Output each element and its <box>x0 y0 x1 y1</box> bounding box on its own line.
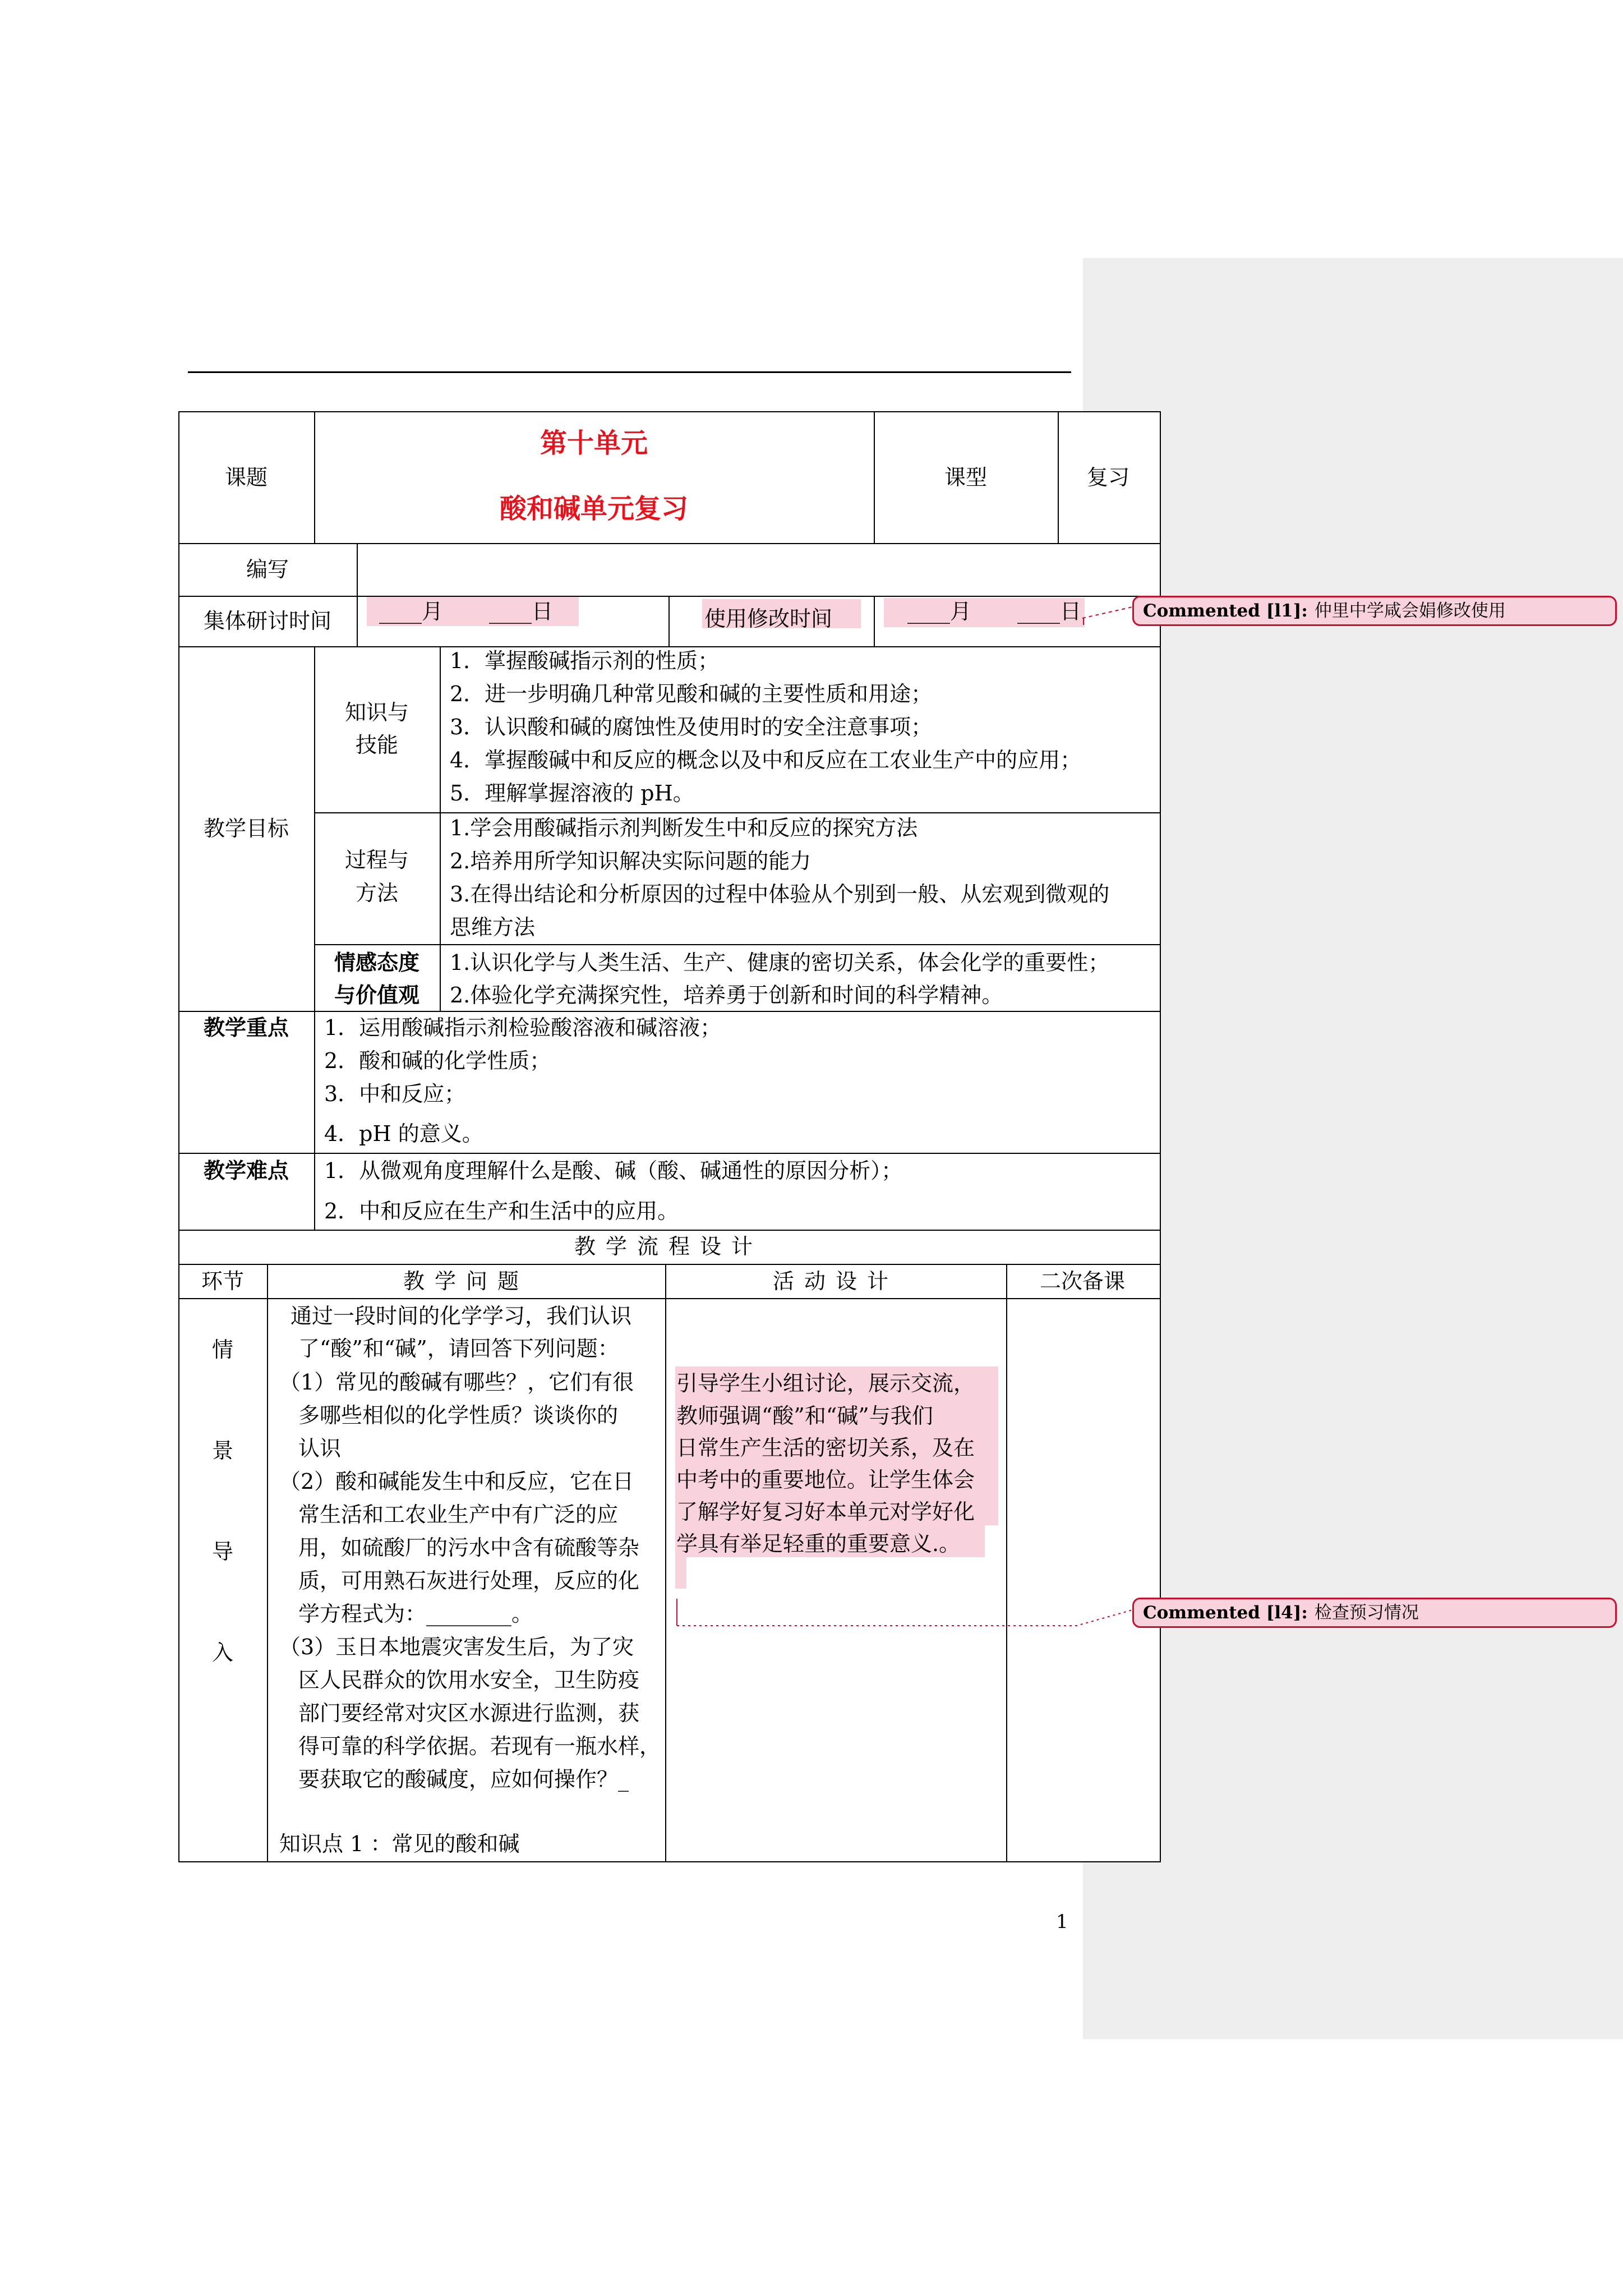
objectives-label: 教学目标 <box>203 816 289 841</box>
question-line: 要获取它的酸碱度，应如何操作？_ <box>298 1767 629 1792</box>
difficulty-item: 2．中和反应在生产和生活中的应用。 <box>324 1199 679 1223</box>
author-label: 编写 <box>246 557 289 582</box>
keypoint-item: 4．pH 的意义。 <box>324 1121 483 1146</box>
activity-line: 引导学生小组讨论，展示交流， <box>676 1371 975 1396</box>
stage-char: 导 <box>211 1539 233 1564</box>
question-line: （3）玉日本地震灾害发生后，为了灾 <box>279 1635 634 1659</box>
knowledge-item: 3．认识酸和碱的腐蚀性及使用时的安全注意事项； <box>450 715 933 739</box>
difficulties-label: 教学难点 <box>203 1158 289 1183</box>
question-line: 质，可用熟石灰进行处理，反应的化 <box>298 1568 640 1593</box>
col-activity: 活动设计 <box>772 1269 898 1294</box>
stage-char: 入 <box>211 1640 233 1665</box>
research-month: ____月 <box>379 599 444 624</box>
question-line: 通过一段时间的化学学习，我们认识 <box>291 1304 632 1328</box>
knowledge-label-1: 知识与 <box>344 700 409 725</box>
keypoint-item: 2．酸和碱的化学性质； <box>324 1048 551 1073</box>
comment-tag: Commented [l1]: <box>1143 601 1308 621</box>
title-main: 酸和碱单元复习 <box>499 493 688 524</box>
flow-title: 教学流程设计 <box>574 1234 763 1259</box>
type-label: 课型 <box>944 465 987 490</box>
activity-line: 中考中的重要地位。让学生体会 <box>676 1467 975 1492</box>
difficulty-item: 1．从微观角度理解什么是酸、碱（酸、碱通性的原因分析）； <box>324 1158 903 1183</box>
knowledge-label-2: 技能 <box>355 733 398 757</box>
question-line: 区人民群众的饮用水安全，卫生防疫 <box>298 1668 640 1692</box>
revise-time-label: 使用修改时间 <box>704 606 833 631</box>
attitude-label-2: 与价值观 <box>334 982 419 1007</box>
process-item: 思维方法 <box>450 915 536 940</box>
question-line: 常生活和工农业生产中有广泛的应 <box>298 1502 619 1527</box>
knowledge-item: 5．理解掌握溶液的 pH。 <box>450 781 694 806</box>
knowledge-item: 2．进一步明确几种常见酸和碱的主要性质和用途； <box>450 682 933 706</box>
question-line: 多哪些相似的化学性质？谈谈你的 <box>298 1403 619 1428</box>
comment-text: 检查预习情况 <box>1314 1603 1419 1623</box>
attitude-label-1: 情感态度 <box>334 950 419 975</box>
topic-label: 课题 <box>224 465 268 490</box>
research-time-label: 集体研讨时间 <box>203 609 331 633</box>
col-stage: 环节 <box>201 1269 244 1294</box>
page-number: 1 <box>1056 1911 1068 1933</box>
activity-line: 了解学好复习好本单元对学好化 <box>676 1499 975 1524</box>
revise-month: ____月 <box>907 599 972 624</box>
question-line: 了“酸”和“碱”，请回答下列问题： <box>298 1336 619 1361</box>
question-line: 用，如硫酸厂的污水中含有硫酸等杂 <box>298 1535 640 1560</box>
knowledge-item: 4．掌握酸碱中和反应的概念以及中和反应在工农业生产中的应用； <box>450 748 1082 772</box>
activity-line: 日常生产生活的密切关系，及在 <box>676 1435 975 1460</box>
knowledge-point: 知识点 1 ：常见的酸和碱 <box>279 1832 520 1856</box>
stage-char: 景 <box>211 1438 233 1463</box>
question-line: 部门要经常对灾区水源进行监测，获 <box>298 1701 640 1726</box>
process-label-1: 过程与 <box>344 848 409 872</box>
attitude-item: 1.认识化学与人类生活、生产、健康的密切关系，体会化学的重要性； <box>450 950 1110 975</box>
stage-char: 情 <box>211 1337 233 1362</box>
activity-line: 教师强调“酸”和“碱”与我们 <box>676 1404 933 1428</box>
process-item: 2.培养用所学知识解决实际问题的能力 <box>450 849 811 873</box>
title-unit: 第十单元 <box>540 427 648 459</box>
comment-balloon-1[interactable] <box>1132 596 1617 626</box>
keypoint-item: 3．中和反应； <box>324 1082 466 1106</box>
col-question: 教学问题 <box>403 1269 529 1294</box>
process-label-2: 方法 <box>355 881 398 905</box>
question-line: （2）酸和碱能发生中和反应，它在日 <box>279 1469 634 1494</box>
attitude-item: 2.体验化学充满探究性，培养勇于创新和时间的科学精神。 <box>450 983 1003 1007</box>
revise-day: ____日 <box>1017 599 1082 624</box>
question-line: 得可靠的科学依据。若现有一瓶水样， <box>298 1734 661 1759</box>
question-line: （1）常见的酸碱有哪些？，它们有很 <box>279 1370 634 1395</box>
comment-balloon-2[interactable] <box>1132 1598 1617 1628</box>
knowledge-item: 1．掌握酸碱指示剂的性质； <box>450 648 720 673</box>
keypoints-label: 教学重点 <box>203 1015 289 1040</box>
question-line: 学方程式为：________。 <box>298 1602 533 1626</box>
comment-text: 仲里中学咸会娟修改使用 <box>1314 601 1506 621</box>
process-item: 3.在得出结论和分析原因的过程中体验从个别到一般、从宏观到微观的 <box>450 882 1110 907</box>
activity-line: 学具有举足轻重的重要意义.。 <box>676 1531 961 1556</box>
question-line: 认识 <box>298 1436 342 1461</box>
col-notes: 二次备课 <box>1039 1269 1125 1294</box>
type-value: 复习 <box>1086 465 1129 490</box>
process-item: 1.学会用酸碱指示剂判断发生中和反应的探究方法 <box>450 816 918 840</box>
comment-tag: Commented [l4]: <box>1143 1603 1308 1623</box>
research-day: ____日 <box>489 599 554 624</box>
keypoint-item: 1．运用酸碱指示剂检验酸溶液和碱溶液； <box>324 1015 722 1040</box>
